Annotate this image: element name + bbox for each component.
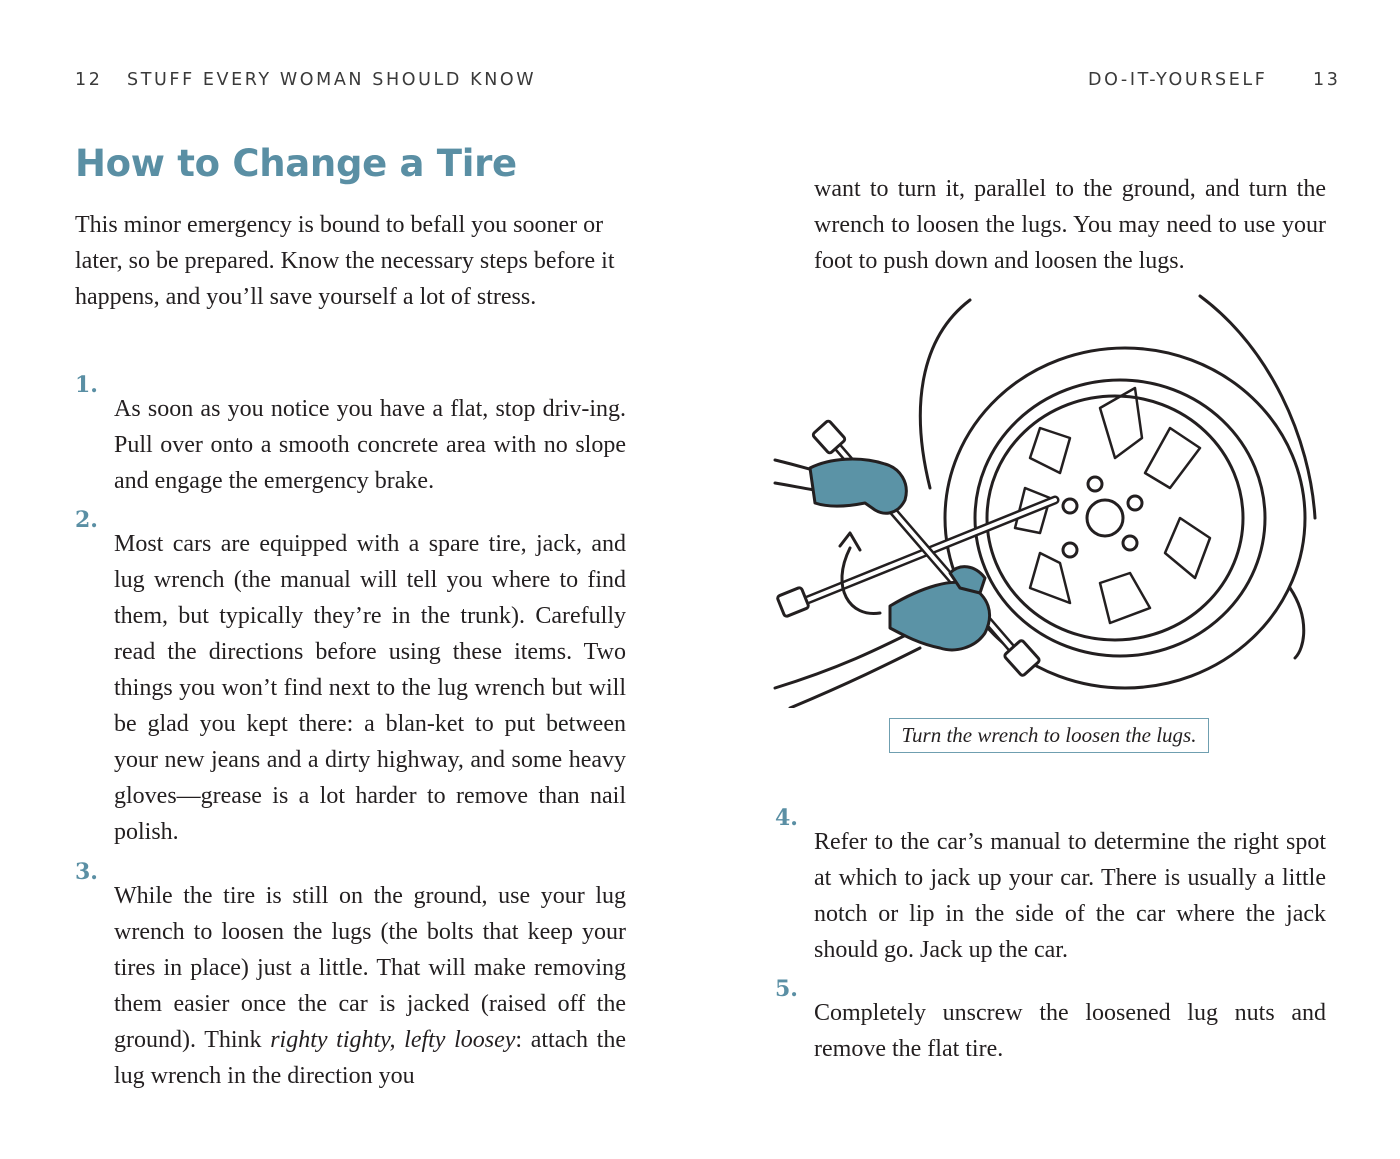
step-1 xyxy=(75,367,626,523)
step-4 xyxy=(775,800,1326,992)
step-3-continued-text: want to turn it, parallel to the ground, and turn the wrench to loosen the lugs. You may need to use your foot to push down and loosen the lugs. xyxy=(814,176,1326,274)
tire-change-illustration xyxy=(770,288,1330,708)
right-page-number: 13 xyxy=(1313,70,1341,90)
intro-paragraph: This minor emergency is bound to befall you sooner or later, so be prepared. Know the necessary steps before it happens, and you’ll save yourself a lot of stress. xyxy=(75,212,615,310)
left-page-number: 12 xyxy=(75,70,103,90)
figure-caption: Turn the wrench to loosen the lugs. xyxy=(889,718,1209,753)
step-2-number: 2. xyxy=(75,507,98,533)
step-3-text-part1: While the tire is still on the ground, use your lug wrench to loosen the lugs (the bolts that keep your tires in place) just a little. That will make removing them easier once the car is jacked (raised off the ground). Think xyxy=(114,883,626,1053)
step-5 xyxy=(775,971,1326,1091)
step-3-text xyxy=(114,878,626,1094)
step-3-continued xyxy=(775,147,1326,303)
step-2 xyxy=(75,502,626,874)
step-2-text: Most cars are equipped with a spare tire, jack, and lug wrench (the manual will tell you where to find them, but typically they’re in the trunk). Carefully read the directions before using these items. Two things you won’t find next to the lug wrench but will be glad you kept there: a blan-ket to put between your new jeans and a dirty highway, and some heavy gloves—grease is a lot harder to remove than nail polish. xyxy=(114,531,626,845)
step-3 xyxy=(75,854,626,1118)
step-4-text: Refer to the car’s manual to determine the right spot at which to jack up your car. There is usually a little notch or lip in the side of the car where the jack should go. Jack up the car. xyxy=(814,829,1326,963)
car-bumper-line xyxy=(1290,588,1304,658)
article-title: How to Change a Tire xyxy=(75,142,517,185)
step-4-number: 4. xyxy=(775,805,798,831)
step-3-mnemonic: righty tighty, lefty loosey xyxy=(270,1027,516,1053)
left-running-head: STUFF EVERY WOMAN SHOULD KNOW xyxy=(127,70,537,90)
step-5-number: 5. xyxy=(775,976,798,1002)
step-3-text-part2: : attach the lug wrench in the direction you xyxy=(114,1027,627,1089)
step-3-number: 3. xyxy=(75,859,98,885)
step-5-text: Completely unscrew the loosened lug nuts and remove the flat tire. xyxy=(814,1000,1326,1062)
step-1-number: 1. xyxy=(75,372,98,398)
step-1-text: As soon as you notice you have a flat, stop driv-ing. Pull over onto a smooth concrete area with no slope and engage the emergency brake. xyxy=(114,396,626,494)
right-running-head: DO-IT-YOURSELF xyxy=(1088,70,1268,90)
